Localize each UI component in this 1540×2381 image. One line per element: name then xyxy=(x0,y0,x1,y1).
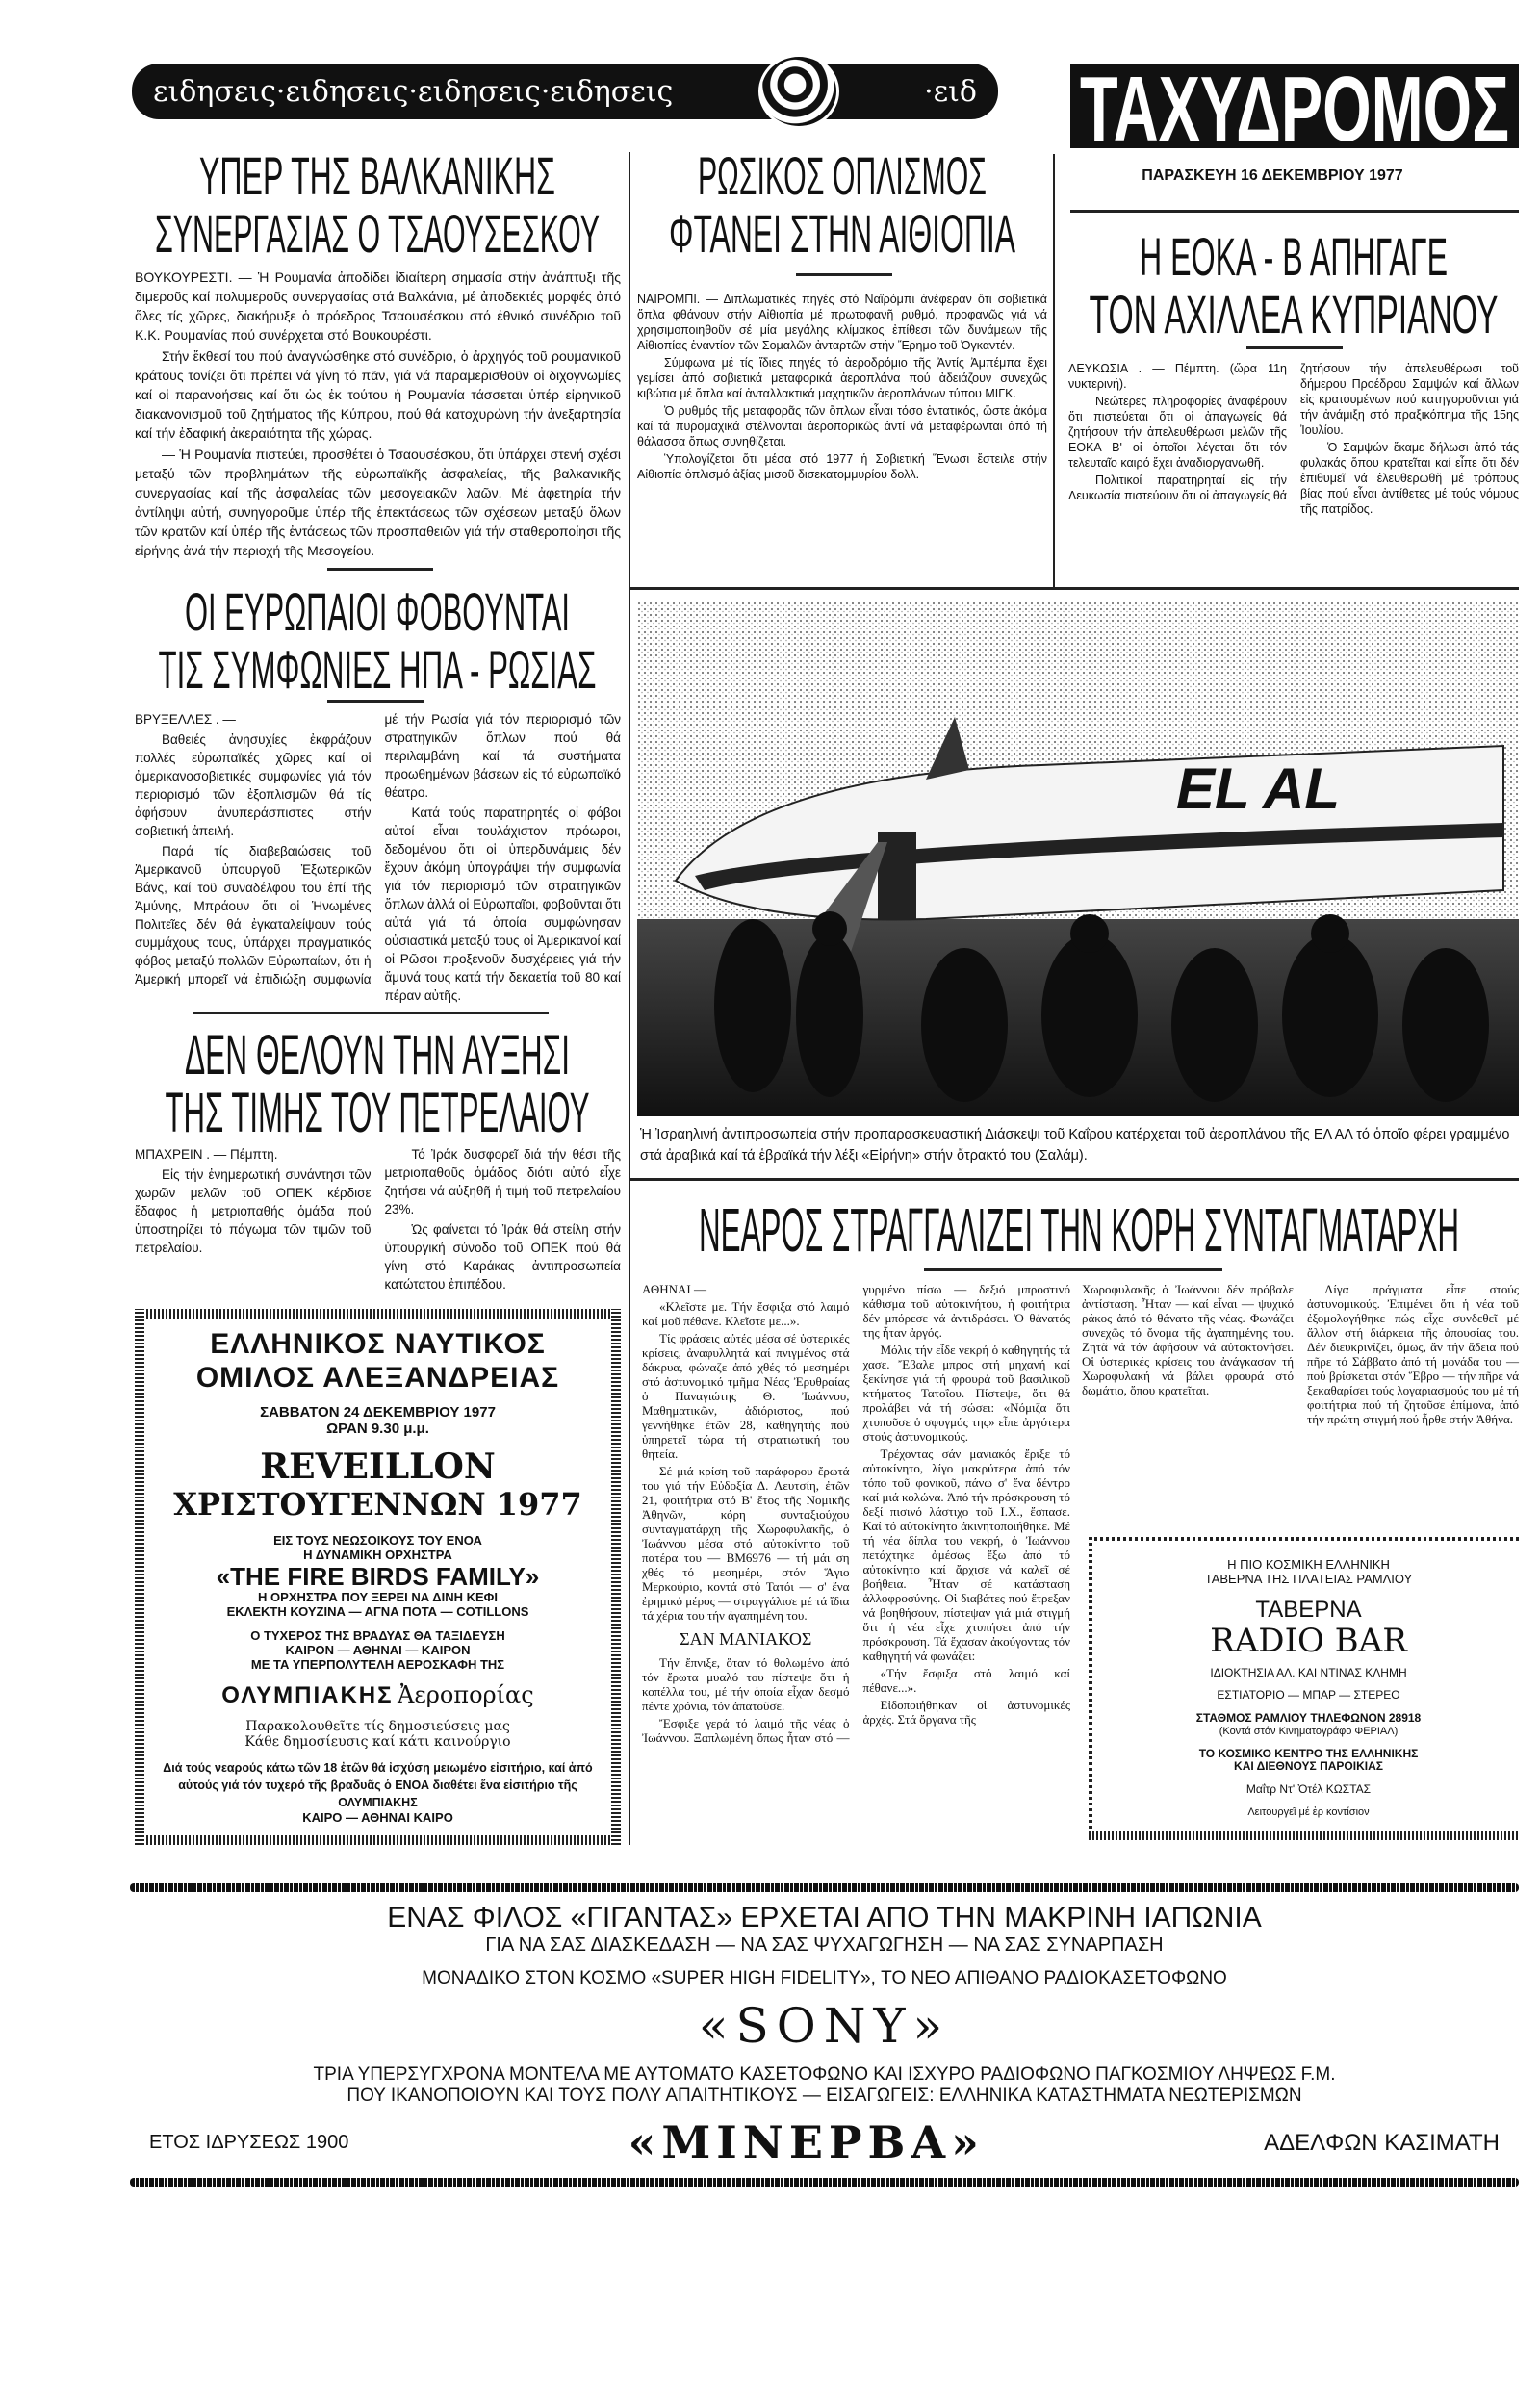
text: Διά τούς νεαρούς κάτω τῶν 18 ἐτῶν θά ἰσχύση μειωμένο εἰσιτήριο, καί ἀπό αὐτούς γιά τόν τυχερό τῆς βραδυᾶς ὁ ΕΝΟΑ διαθέτει ἕνα εἰσιτήριο τῆς ΟΛΥΜΠΙΑΚΗΣ xyxy=(163,1760,593,1809)
article-paragraph: Στήν ἔκθεσί του πού ἀναγνώσθηκε στό συνέδριο, ὁ ἀρχηγός τοῦ ρουμανικοῦ κράτους τονίζει ὅτι πρέπει νά γίνη τό πᾶν, γιά νά παραμερισθοῦν οἱ διχογνωμίες καί οἱ παρανοήσεις καί ὅτι ὡς ἐκ τούτου ἡ Ρουμανία τάσσεται ὑπέρ εἰρηνικοῦ διακανονισμοῦ τοῦ ζητήματος τῆς Κύπρου, πού θά κατοχυρώνη τήν ἀνεξαρτησία καί τήν ἐδαφική ἀκεραιότητα τῆς χώρας. xyxy=(135,348,621,441)
article-paragraph: Ἔσφιξε γερά τό λαιμό τῆς νέας ὁ Ἰωάννου. Ξαπλωμένη ὅπως ἦταν στό — γυρμένο πίσω — δεξιό μπροστινό κάθισμα τοῦ αὐτοκινήτου, ἡ φοιτήτρια δέν μπόρεσε νά ἀντιδράσει. Ὁ θάνατός της ἦταν ἀργός. xyxy=(642,1282,1070,1745)
text: Κάθε δημοσίευσις καί κάτι καινούργιο xyxy=(244,1733,511,1750)
section-banner xyxy=(132,64,998,119)
text: Παρακολουθεῖτε τίς δημοσιεύσεις μας xyxy=(245,1718,510,1734)
text: (Κοντά στόν Κινηματογράφο ΦΕΡΙΑΛ) xyxy=(1219,1725,1399,1737)
text: ΣΑΒΒΑΤΟΝ 24 ΔΕΚΕΜΒΡΙΟΥ 1977 xyxy=(260,1404,496,1421)
masthead-date: ΠΑΡΑΣΚΕΥΗ 16 ΔΕΚΕΜΒΡΙΟΥ 1977 xyxy=(1142,167,1403,184)
text: ΤΑΒΕΡΝΑ ΤΗΣ ΠΛΑΤΕΙΑΣ ΡΑΜΛΙΟΥ xyxy=(1204,1571,1413,1586)
masthead-box xyxy=(1070,64,1519,148)
article-paragraph: «Τήν ἔσφιξα στό λαιμό καί πέθανε...». xyxy=(862,1666,1070,1695)
headline-line: ΤΗΣ ΤΙΜΗΣ ΤΟΥ ΠΕΤΡΕΛΑΙΟΥ xyxy=(165,1082,590,1139)
headline-line: ΤΟΝ ΑΧΙΛΛΕΑ ΚΥΠΡΙΑΝΟΥ xyxy=(1089,284,1499,341)
text: ΙΔΙΟΚΤΗΣΙΑ ΑΛ. ΚΑΙ ΝΤΙΝΑΣ ΚΛΗΜΗ xyxy=(1210,1665,1407,1679)
sony-ad xyxy=(130,1892,1519,2178)
text: ΚΑΙΡΟΝ — ΑΘΗΝΑΙ — ΚΑΙΡΟΝ xyxy=(285,1643,471,1658)
headline-line: ΦΤΑΝΕΙ ΣΤΗΝ ΑΙΘΙΟΠΙΑ xyxy=(669,203,1016,260)
article-balkan xyxy=(135,142,621,560)
text: Ἀεροπορίας xyxy=(397,1681,534,1709)
article-paragraph: ΣΑΝ ΜΑΝΙΑΚΟΣ xyxy=(680,1629,812,1649)
text: ΕΣΤΙΑΤΟΡΙΟ — ΜΠΑΡ — ΣΤΕΡΕΟ xyxy=(1217,1688,1400,1703)
divider xyxy=(327,700,424,703)
text: ΕΚΛΕΚΤΗ ΚΟΥΖΙΝΑ — ΑΓΝΑ ΠΟΤΑ — COTILLONS xyxy=(226,1604,529,1620)
headline xyxy=(135,1022,621,1139)
airplane-photo xyxy=(637,602,1519,1116)
article-body xyxy=(1082,1282,1519,1426)
text: ΓΙΑ ΝΑ ΣΑΣ ΔΙΑΣΚΕΔΑΣΗ — ΝΑ ΣΑΣ ΨΥΧΑΓΩΓΗΣΗ — ΝΑ ΣΑΣ ΣΥΝΑΡΠΑΣΗ xyxy=(485,1934,1164,1957)
text: ΤΡΙΑ ΥΠΕΡΣΥΓΧΡΟΝΑ ΜΟΝΤΕΛΑ ΜΕ ΑΥΤΟΜΑΤΟ ΚΑΣΕΤΟΦΩΝΟ ΚΑΙ ΙΣΧΥΡΟ ΡΑΔΙΟΦΩΝΟ ΠΑΓΚΟΣΜΙΟΥ ΛΗΨΕΩΣ F.M. xyxy=(313,2063,1336,2085)
text: ΚΑΙ ΔΙΕΘΝΟΥΣ ΠΑΡΟΙΚΙΑΣ xyxy=(1234,1759,1383,1774)
article-paragraph: Τίς φράσεις αὐτές μέσα σέ ὑστερικές κρίσεις, ἀναφυλλητά καί πνιγμένος στά δάκρυα, φώναζε ἀπό χθές τό μεσημέρι στό ἀστυνομικό τμῆμα Νέας Ἐρυθραίας ὁ Παναγιώτης Θ. Ἰωάννου, Μαθηματικῶν, ἀδιόριστος, πού γεννήθηκε ἐτῶν 28, καθηγητής πού ὑπηρετεῖ τώρα τή στρατιωτική του θητεία. xyxy=(642,1331,850,1461)
article-body xyxy=(135,1145,621,1293)
divider xyxy=(796,273,892,276)
article-body xyxy=(135,268,621,560)
text: ΚΑΙΡΟ — ΑΘΗΝΑΙ ΚΑΙΡΟ xyxy=(302,1809,453,1825)
radio-bar-ad xyxy=(1089,1537,1519,1840)
text: ΧΡΙΣΤΟΥΓΕΝΝΩΝ 1977 xyxy=(173,1485,582,1523)
text: Η ΔΥΝΑΜΙΚΗ ΟΡΧΗΣΤΡΑ xyxy=(303,1547,452,1562)
globe-icon xyxy=(758,54,839,129)
text: «THE FIRE BIRDS FAMILY» xyxy=(216,1561,540,1591)
sony-logo-text: «SONY» xyxy=(698,1998,951,2055)
divider xyxy=(1070,210,1519,213)
plane-lettering: EL AL xyxy=(1176,756,1341,821)
text: ΤΟ ΚΟΣΜΙΚΟ ΚΕΝΤΡΟ ΤΗΣ ΕΛΛΗΝΙΚΗΣ xyxy=(1198,1746,1419,1760)
article-paragraph: ΒΟΥΚΟΥΡΕΣΤΙ. — Ἡ Ρουμανία ἀποδίδει ἰδιαίτερη σημασία στήν ἀνάπτυξι τῆς διμεροῦς καί πολυμεροῦς συνεργασίας στά Βαλκάνια, μέ ἀποδεκτές μορφές ἀπό ὅλες τίς χῶρες, διακήρυξε ὁ πρόεδρος Τσαουσέσκου στό ἐθνικό συνέδριο τοῦ Κ.Κ. Ρουμανίας πού συνέρχεται στό Βουκουρέστι. xyxy=(135,269,621,343)
article-paragraph: ΒΡΥΞΕΛΛΕΣ . — xyxy=(135,712,236,727)
article-paragraph: Λίγα πράγματα εἶπε στούς ἀστυνομικούς. Ἐπιμένει ὅτι ἡ νέα τοῦ ἐξομολογήθηκε πώς εἶχε συνδεθεῖ μέ ἄλλον στή διάρκεια τῆς ἀπουσίας του. Δέν διευκρινίζει, ὅμως, ἄν τήν ἄδεια πού πῆρε τό Σάββατο ἀπό τή μονάδα του — πού βρίσκεται στόν Ἕβρο — τήν πῆρε νά ξεκαθαρίσει τούς λογαριασμούς του μέ τή φοιτήτρια πού τή ζητοῦσε ἐπίμονα, ἀπό τήν πρώτη στιγμή πού ἦρθε στήν Ἀθήνα. xyxy=(1307,1282,1519,1426)
article-paragraph: Βαθειές ἀνησυχίες ἐκφράζουν πολλές εὐρωπαϊκές χῶρες καί οἱ ἀμερικανοσοβιετικές συμφωνίες γιά τόν περιορισμό τῶν ἐξοπλισμῶν θά τίς ἀφήσουν ἀνυπεράσπιστες στήν σοβιετική ἀπειλή. xyxy=(135,732,372,838)
column-divider xyxy=(629,152,630,1845)
divider xyxy=(630,587,1519,590)
article-paragraph: Εἰδοποιήθηκαν οἱ ἀστυνομικές ἀρχές. Στά ὄργανα τῆς xyxy=(862,1698,1070,1727)
article-body xyxy=(135,710,621,1005)
headline xyxy=(1068,223,1519,341)
article-paragraph: Ὁ ρυθμός τῆς μεταφορᾶς τῶν ὅπλων εἶναι τόσο ἐντατικός, ὥστε ἀκόμα καί τά πυρομαχικά στέλνονται ἀεροπορικῶς ἀντί νά μεταφέρωνται ἀπό τή θάλασσα ὅπως συνηθίζεται. xyxy=(637,404,1047,448)
article-body xyxy=(642,1282,1070,1745)
text: ΟΛΥΜΠΙΑΚΗΣ xyxy=(221,1682,394,1709)
headline xyxy=(640,1188,1519,1265)
article-paragraph: ΑΘΗΝΑΙ — xyxy=(642,1282,706,1296)
article-paragraph: Χωροφυλακῆς ὁ Ἰωάννου δέν πρόβαλε ἀντίσταση. Ἦταν — καί εἶναι — ψυχικό ράκος ἀπό τό θάνατο τῆς νέας. Φωνάζει συνεχῶς τό ὄνομα τῆς ἀγαπημένης του. Ζητᾶ νά τόν ἀφήσουν νά αὐτοκτονήσει. Οἱ ὑστερικές κρίσεις του ἀνάγκασαν τή Χωροφυλακή νά βάλει φρουρά στό δωμάτιο, ὅπου κρατεῖται. xyxy=(1082,1282,1294,1397)
minerva-logo-text: «ΜΙΝΕΡΒΑ» xyxy=(628,2116,985,2169)
headline xyxy=(637,142,1047,260)
article-oil xyxy=(135,1022,621,1293)
text: Ο ΤΥΧΕΡΟΣ ΤΗΣ ΒΡΑΔΥΑΣ ΘΑ ΤΑΞΙΔΕΥΣΗ xyxy=(250,1628,505,1644)
article-body xyxy=(637,292,1047,482)
text: Η ΟΡΧΗΣΤΡΑ ΠΟΥ ΞΕΡΕΙ ΝΑ ΔΙΝΗ ΚΕΦΙ xyxy=(258,1590,498,1605)
divider xyxy=(630,1178,1519,1181)
headline-line: ΥΠΕΡ ΤΗΣ ΒΑΛΚΑΝΙΚΗΣ xyxy=(199,145,555,206)
text: ΜΕ ΤΑ ΥΠΕΡΠΟΛΥΤΕΛΗ ΑΕΡΟΣΚΑΦΗ ΤΗΣ xyxy=(250,1657,505,1673)
article-paragraph: Εἰς τήν ἐνημερωτική συνάντησι τῶν χωρῶν μελῶν τοῦ ΟΠΕΚ κέρδισε ἔδαφος ἡ μετριοπαθής ὁμάδα πού ὑποστηρίζει τό πάγωμα τῶν τιμῶν τοῦ πετρελαίου. xyxy=(135,1167,372,1255)
text: ΣΤΑΘΜΟΣ ΡΑΜΛΙΟΥ ΤΗΛΕΦΩΝΟΝ 28918 xyxy=(1195,1711,1422,1726)
article-paragraph: Τρέχοντας σάν μανιακός ἔριξε τό αὐτοκίνητο, λίγο μακρύτερα ἀπό τόν τόπο τοῦ φονικοῦ, πάνω σ' ἕνα δέντρο καί μιά κολώνα. Ἀπό τήν πρόσκρουση τό δεξί πισινό λάστιχο τοῦ Ι.Χ., ἔσπασε. Καί τό αὐτοκίνητο ἀκινητοποιήθηκε. Μέ τή νέα δίπλα του νεκρή, ὁ Ἰωάννου πετάχτηκε ἀμέσως ἔξω ἀπό τό αὐτοκίνητο καί ἄρχισε νά καλεῖ σέ βοήθεια. Ἦταν σέ κατάσταση ἀλλοφροσύνης. Οἱ διαβάτες πού ἔτρεξαν νά βοηθήσουν, πίστεψαν γιά μιά στιγμή ὅτι ἡ νέα εἶχε χτυπήσει ἀπό τήν πρόσκρουση. Τά ἔχασαν ἀκούγοντας τόν καθηγητή νά φωνάζει: xyxy=(862,1447,1071,1663)
article-paragraph: Νεώτερες πληροφορίες ἀναφέρουν ὅτι πιστεύεται ὅτι οἱ ἀπαγωγείς θά ζητήσουν τήν ἀπελευθέρωσι μελῶν τῆς ΕΟΚΑ Β' οἱ ὁποῖοι λέγεται ὅτι τόν τελευταῖο καιρό ἔχει ἀναδιοργανωθῆ. xyxy=(1068,395,1287,470)
article-paragraph: Σύμφωνα μέ τίς ἴδιες πηγές τό ἀεροδρόμιο τῆς Ἀντίς Ἀμπέμπα ἔχει γεμίσει ἀπό σοβιετικά μεταφορικά ἀεροπλάνα πού ἀδειάζουν συνεχῶς κιβώτια μέ ὅπλα καί ἀνταλλακτικά μαχητικῶν ἀεροπλάνων τύπου ΜΙΓΚ. xyxy=(637,356,1047,400)
headline-line: ΣΥΝΕΡΓΑΣΙΑΣ Ο ΤΣΑΟΥΣΕΣΚΟΥ xyxy=(155,203,600,260)
headline-line: ΝΕΑΡΟΣ ΣΤΡΑΓΓΑΛΙΖΕΙ ΤΗΝ ΚΟΡΗ ΣΥΝΤΑΓΜΑΤΑΡΧΗ xyxy=(699,1195,1459,1265)
article-paragraph: Κατά τούς παρατηρητές οἱ φόβοι αὐτοί εἶναι τουλάχιστον πρόωροι, δεδομένου ὅτι οἱ ὑπερδυνάμεις δέν ἔχουν ἀκόμη ὑπογράψει τήν συμφωνία γιά τόν περιορισμό τῶν στρατηγικῶν ὅπλων ἀλλά οἱ Εὐρωπαῖοι, φοβοῦνται ὅτι αὐτά γιά τά ὁποία συμφώνησαν οὐσιαστικά μεταξύ τους οἱ Ἀμερικανοί καί οἱ Ρῶσοι προξενοῦν δυσχέρειες γιά τήν ἄμυνά τους κατά τήν δεκαετία τοῦ 80 καί πέραν αὐτῆς. xyxy=(384,806,621,1003)
headline xyxy=(135,578,621,696)
text: ΜΟΝΑΔΙΚΟ ΣΤΟΝ ΚΟΣΜΟ «SUPER HIGH FIDELITY», ΤΟ ΝΕΟ ΑΠΙΘΑΝΟ ΡΑΔΙΟΚΑΣΕΤΟΦΩΝΟ xyxy=(422,1968,1227,1989)
photo-caption: Ἡ Ἰσραηλινή ἀντιπροσωπεία στήν προπαρασκευαστική Διάσκεψι τοῦ Καΐρου κατέρχεται τοῦ ἀεροπλάνου τῆς ΕΛ ΑΛ τό ὁποῖο φέρει γραμμένο στά ἀραβικά καί τά ἑβραϊκά τήν λέξι «Εἰρήνη» στήν ὄτρακτό του (Σαλάμ). xyxy=(640,1127,1510,1164)
column-divider xyxy=(1053,154,1055,587)
divider xyxy=(130,2178,1519,2187)
text: RADIO BAR xyxy=(1210,1622,1407,1661)
article-paragraph: ΜΠΑΧΡΕΙΝ . — Πέμπτη. xyxy=(135,1147,278,1162)
article-paragraph: Μόλις τήν εἶδε νεκρή ὁ καθηγητής τά χασε. Ἔβαλε μπρος στή μηχανή καί ξεκίνησε γιά τή φρουρά τοῦ βασιλικοῦ κτήματος Τατοΐου. Πίστεψε, ὅτι θά προλάβει νά τή σώσει: «Νόμιζα ὅτι χτυποῦσε ὁ σφυγμός της» εἶπε ἀργότερα στούς ἀστυνομικούς. xyxy=(862,1343,1070,1444)
text: ΕΝΑΣ ΦΙΛΟΣ «ΓΙΓΑΝΤΑΣ» ΕΡΧΕΤΑΙ ΑΠΟ ΤΗΝ ΜΑΚΡΙΝΗ ΙΑΠΩΝΙΑ xyxy=(387,1901,1262,1933)
text: ΕΛΛΗΝΙΚΟΣ ΝΑΥΤΙΚΟΣ xyxy=(210,1328,546,1360)
article-paragraph: Τό Ἰράκ δυσφορεῖ διά τήν θέσι τῆς μετριοπαθοῦς ὁμάδος διότι αὐτό εἶχε ζητήσει νά αὐξηθῆ ἡ τιμή τοῦ πετρελαίου 23%. xyxy=(384,1147,621,1216)
article-paragraph: Ὁ Σαμψών ἔκαμε δήλωσι ἀπό τάς φυλακάς ὅπου κρατεῖται καί εἶπε ὅτι δέν ἐπιθυμεῖ νά ἐλευθερωθῆ μέ τρόπους βίας πού εἶναι ἀντίθετες μέ τούς νόμους τῆς πατρίδος. xyxy=(1300,441,1519,516)
article-eoka xyxy=(1068,223,1519,517)
text: Λειτουργεῖ μέ ἐρ κοντίσιον xyxy=(1247,1805,1370,1818)
article-europe xyxy=(135,578,621,1005)
text: ΠΟΥ ΙΚΑΝΟΠΟΙΟΥΝ ΚΑΙ ΤΟΥΣ ΠΟΛΥ ΑΠΑΙΤΗΤΙΚΟΥΣ — ΕΙΣΑΓΩΓΕΙΣ: ΕΛΛΗΝΙΚΑ ΚΑΤΑΣΤΗΜΑΤΑ ΝΕΩΤΕΡΙΣΜΩΝ xyxy=(346,2085,1302,2106)
article-paragraph: Σέ μιά κρίση τοῦ παράφορου ἔρωτά του γιά τήν Εὐδοξία Δ. Λευτσίη, ἐτῶν 21, φοιτήτρια στό Β' ἔτος τῆς Νομικῆς Ἀθηνῶν, κόρη συνταξιούχου συνταγματάρχη τῆς Χωροφυλακῆς, ὁ Ἰωάννου μέσα στό αὐτοκίνητο τοῦ πατέρα του — ΒΜ6976 — τή μάι ση χθές τό μεσημέρι, στόν Ἅγιο Μερκούριο, κοντά στό Τατόι — σ' ἕνα ἐρημικό μέρος — στραγγάλισε μέ τά ἴδια τά χέρια του τήν ἀγαπημένη του. xyxy=(642,1464,850,1623)
article-paragraph: Ὡς φαίνεται τό Ἰράκ θά στείλη στήν ὑπουργική σύνοδο τοῦ ΟΠΕΚ πού θά γίνη στό Καράκας ἀντιπροσωπεία κατώτατου ἐπιπέδου. xyxy=(384,1222,621,1292)
headline-line: ΟΙ ΕΥΡΩΠΑΙΟΙ ΦΟΒΟΥΝΤΑΙ xyxy=(185,581,570,642)
text: ΩΡΑΝ 9.30 μ.μ. xyxy=(326,1421,429,1438)
text: Η ΠΙΟ ΚΟΣΜΙΚΗ ΕΛΛΗΝΙΚΗ xyxy=(1227,1557,1390,1572)
article-paragraph: ΛΕΥΚΩΣΙΑ . — Πέμπτη. (ὥρα 11η νυκτερινή). xyxy=(1068,362,1287,391)
article-paragraph: Τήν ἔπνιξε, ὅταν τό θολωμένο ἀπό τόν ἔρωτα μυαλό του πίστεψε ὅτι ἡ κοπέλλα του, μέ τήν ὁποία εἶχαν δεσμό πέντε χρόνια, τόν ἀπατοῦσε. xyxy=(642,1655,850,1713)
text: ΕΙΣ ΤΟΥΣ ΝΕΩΣΟΙΚΟΥΣ ΤΟΥ ΕΝΟΑ xyxy=(273,1532,482,1548)
article-paragraph: — Ἡ Ρουμανία πιστεύει, προσθέτει ὁ Τσαουσέσκου, ὅτι ὑπάρχει στενή σχέσι μεταξύ τῶν προβλημάτων τῆς εὐρωπαϊκῆς ἀσφαλείας, τῆς βαλκανικῆς συνεργασίας καί τῆς ἀσφαλείας τῶν μεσογειακῶν λαῶν. Μέ ἀφετηρία τήν ἀντίληψι αὐτή, συνηγοροῦμε ὑπέρ τῆς ἐπεκτάσεως τῶν σχέσεων μεταξύ ὅλων τῶν κρατῶν καί ὑπέρ τῆς ἐντάσεως τῶν προσπαθειῶν γιά τήν σταθεροποίησι τῆς εἰρήνης ἀνά τήν περιοχή τῆς Μεσογείου. xyxy=(135,447,621,558)
text: REVEILLON xyxy=(260,1446,496,1487)
article-paragraph: «Κλεῖστε με. Τήν ἔσφιξα στό λαιμό καί μοῦ πέθανε. Κλεῖστε με...». xyxy=(642,1299,850,1328)
headline-line: ΡΩΣΙΚΟΣ ΟΠΛΙΣΜΟΣ xyxy=(698,145,987,206)
reveillon-ad xyxy=(135,1309,621,1845)
article-body xyxy=(1068,361,1519,517)
headline-line: ΔΕΝ ΘΕΛΟΥΝ ΤΗΝ ΑΥΞΗΣΙ xyxy=(185,1024,570,1087)
sony-ad-section xyxy=(130,1883,1519,2187)
article-paragraph: ΝΑΙΡΟΜΠΙ. — Διπλωματικές πηγές στό Ναϊρόμπι ἀνέφεραν ὅτι σοβιετικά ὅπλα φθάνουν στήν Αἰθιοπία μέ πρωτοφανῆ ρυθμό, προφανῶς γιά νά χρησιμοποιηθοῦν σέ μία μεγάλης κλίμακος ἐπίθεσι τῶν δυνάμεων τῆς Αἰθιοπίας ἐναντίον τῶν Σομαλῶν ἀνταρτῶν στήν Ἔρημο τοῦ Ὀγκαντέν. xyxy=(637,293,1047,352)
article-paragraph: Ὑπολογίζεται ὅτι μέσα στό 1977 ἡ Σοβιετική Ἕνωσι ἔστειλε στήν Αἰθιοπία ὁπλισμό ἀξίας μισοῦ δισεκατομμυρίου δολλ. xyxy=(637,452,1047,481)
left-column xyxy=(135,0,621,1845)
text: ΑΔΕΛΦΩΝ ΚΑΣΙΜΑΤΗ xyxy=(1264,2130,1500,2157)
masthead-title: ΤΑΧΥΔΡΟΜΟΣ xyxy=(1080,64,1509,148)
left-column-content xyxy=(135,142,621,1845)
article-paragraph: Πολιτικοί παρατηρηταί εἰς τήν Λευκωσία πιστεύουν ὅτι οἱ ἀπαγωγείς θά ζητήσουν τήν ἀπελευθέρωσι τοῦ δήμερου Προέδρου Σαμψών καί ἄλλων εἰς κρατουμένων πού κατηγοροῦνται γιά τήν ἀνάμιξη στό πραξικόπημα τῆς 15ης Ἰουλίου. xyxy=(1068,362,1519,502)
text: ΟΜΙΛΟΣ ΑΛΕΞΑΝΔΡΕΙΑΣ xyxy=(195,1361,560,1394)
article-paragraph: Παρά τίς διαβεβαιώσεις τοῦ Ἀμερικανοῦ ὑπουργοῦ Ἐξωτερικῶν Βάνς, καί τοῦ συναδέλφου του ἐπί τῆς Ἀμύνης, Μπράουν ὅτι οἱ Ἡνωμένες Πολιτεῖες δέν θά ἐγκαταλείψουν τούς συμμάχους τους, ὑπάρχει πραγματικός φόβος μεταξύ πολλῶν Εὐρωπαίων, ὅτι ἡ Ἀμερική μπορεῖ νά ἐπιδιώξη συμφωνία μέ τήν Ρωσία γιά τόν περιορισμό τῶν στρατηγικῶν ὅπλων πού θά περιλαμβάνη καί τά συστήματα προωθημένων βάσεων εἰς τό εὐρωπαϊκό θέατρο. xyxy=(135,712,621,986)
headline-line: Η ΕΟΚΑ - Β ΑΠΗΓΑΓΕ xyxy=(1140,226,1448,287)
banner-tail: ·ειδ xyxy=(924,74,977,109)
news-photo xyxy=(637,602,1519,1116)
divider xyxy=(130,1883,1519,1892)
headline-line: ΤΙΣ ΣΥΜΦΩΝΙΕΣ ΗΠΑ - ΡΩΣΙΑΣ xyxy=(158,639,597,696)
text: ΕΤΟΣ ΙΔΡΥΣΕΩΣ 1900 xyxy=(149,2132,349,2154)
divider xyxy=(924,1268,1222,1271)
divider xyxy=(192,1012,549,1014)
article-ethiopia xyxy=(637,142,1047,484)
text: ΤΑΒΕΡΝΑ xyxy=(1255,1596,1362,1623)
divider xyxy=(327,568,433,571)
text: Μαΐτρ Ντ' Ὀτέλ ΚΩΣΤΑΣ xyxy=(1245,1782,1372,1797)
masthead-svg xyxy=(1070,64,1519,148)
banner-text: ειδησεις·ειδησεις·ειδησεις·ειδησεις xyxy=(153,74,674,109)
divider xyxy=(1246,346,1343,349)
headline xyxy=(135,142,621,260)
